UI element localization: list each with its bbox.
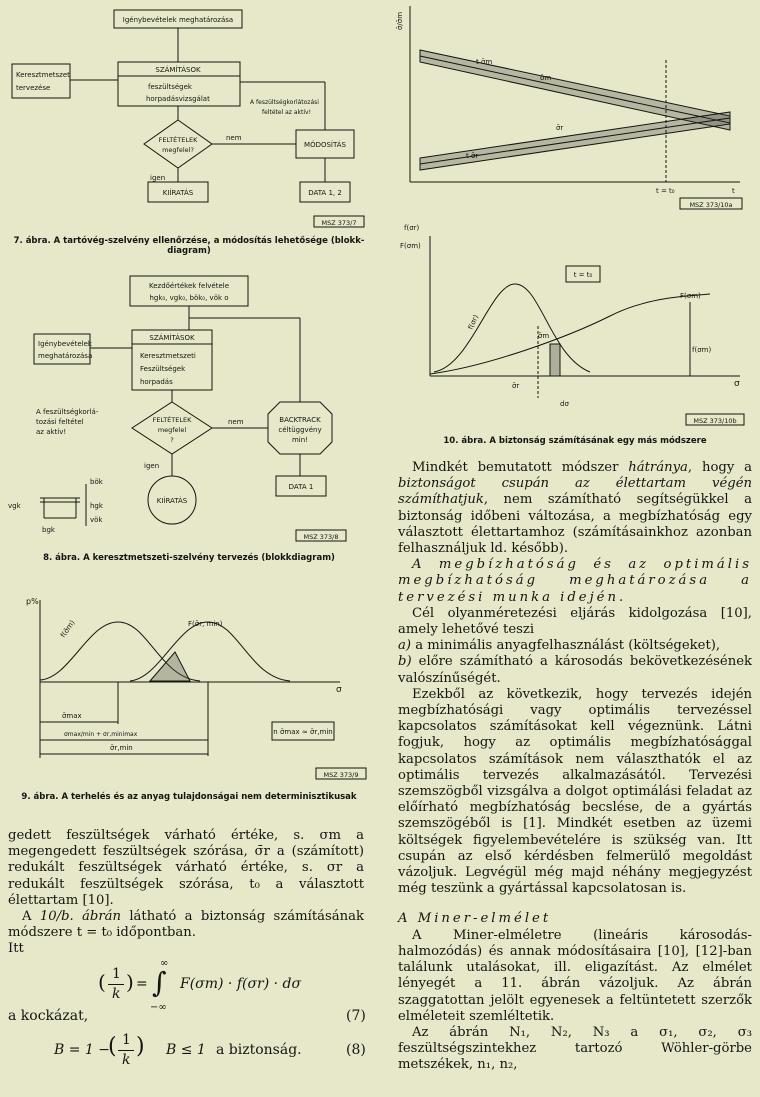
svg-text:Keresztmetszet: Keresztmetszet xyxy=(16,71,70,79)
svg-text:f(σm): f(σm) xyxy=(692,346,712,354)
right-paragraph-1: Mindkét bemutatott módszer hátránya, hogy a biztonságot csupán az élettartam végén számíthatjuk, nem számítható segítségükkel a biztonság időbeni változása, a megbízhatóság egy választott élettartamhoz (számításainkhoz azonban felhasználjuk ld. később). xyxy=(398,460,753,557)
right-paragraph-2: Cél olyanméretezési eljárás kidolgozása [10], amely lehetővé teszi xyxy=(398,605,752,638)
fig10-caption: 10. ábra. A biztonság számításának egy más módszere xyxy=(443,436,707,446)
svg-text:F(σm): F(σm) xyxy=(680,292,701,300)
svg-text:bök: bök xyxy=(90,478,103,486)
svg-text:igen: igen xyxy=(144,462,160,470)
svg-text:az aktív!: az aktív! xyxy=(36,428,67,436)
slice-hatch xyxy=(550,344,560,376)
svg-text:feltétel az aktív!: feltétel az aktív! xyxy=(262,109,311,116)
svg-text:DATA 1, 2: DATA 1, 2 xyxy=(308,189,342,197)
right-paragraph-6: A Miner-elméletre (lineáris károsodás-halmozódás) és annak módosításaira [10], [12]-ban találunk utalásokat, ill. eligazítást. Az elmélet lényegét a 11. ábrán vázoljuk. Az ábrán szaggatottan jelölt egyenesek a feltüntetett szerzők elméleteit szemléltetik. xyxy=(398,927,752,1024)
svg-text:σmax/min + σr,minimax: σmax/min + σr,minimax xyxy=(64,731,138,738)
svg-text:nem: nem xyxy=(226,134,242,142)
svg-text:SZÁMÍTÁSOK: SZÁMÍTÁSOK xyxy=(155,66,201,74)
svg-text:hgk: hgk xyxy=(90,502,103,510)
svg-text:Feszültségek: Feszültségek xyxy=(140,365,186,373)
fig7-caption: 7. ábra. A tartóvég-szelvény ellenőrzése, a módosítás lehetősége (blokk-diagram) xyxy=(13,236,365,256)
svg-text:σ̄m: σ̄m xyxy=(538,332,550,340)
overlap-hatch xyxy=(150,652,190,681)
fig9-caption: 9. ábra. A terhelés és az anyag tulajdonságai nem determinisztikusak xyxy=(21,792,357,802)
figure-10a xyxy=(390,0,760,214)
left-column-text xyxy=(8,828,364,958)
figure-9 xyxy=(0,582,380,792)
right-item-a: a) a minimális anyagfelhasználást (költségeket), xyxy=(398,638,721,654)
svg-text:t = t₀: t = t₀ xyxy=(573,271,593,279)
right-paragraph-7: Az ábrán N₁, N₂, N₃ a σ₁, σ₂, σ₃ feszültségszintekhez tartozó Wöhler-görbe metszékek, n₁, n₂, xyxy=(398,1024,752,1073)
equation-7: ( 1 k ) = ∞ ∫ −∞ F(σm) · f(σr) · dσ xyxy=(98,958,302,1013)
left-paragraph-2: A 10/b. ábrán látható a biztonság számításának módszere t = t₀ időpontban. xyxy=(8,909,365,941)
svg-text:meghatározása: meghatározása xyxy=(38,352,93,360)
right-heading-2: A Miner-elmélet xyxy=(398,911,552,927)
svg-text:SZÁMÍTÁSOK: SZÁMÍTÁSOK xyxy=(149,334,195,342)
svg-text:f(σr): f(σr) xyxy=(466,313,481,331)
right-column-text xyxy=(398,460,752,1074)
svg-text:Kezdőértékek felvétele: Kezdőértékek felvétele xyxy=(148,282,230,290)
svg-text:hgk₀, vgk₀, bök₀, vök o: hgk₀, vgk₀, bök₀, vök o xyxy=(149,294,229,302)
svg-text:FELTÉTELEK: FELTÉTELEK xyxy=(152,416,192,424)
svg-text:σ̄m: σ̄m xyxy=(540,74,552,82)
svg-text:?: ? xyxy=(170,436,174,444)
svg-text:horpadás: horpadás xyxy=(140,378,173,386)
curve-f xyxy=(434,284,590,372)
box-keresztmetszet xyxy=(12,64,70,98)
svg-text:nem: nem xyxy=(228,418,244,426)
svg-text:MSZ 373/10b: MSZ 373/10b xyxy=(693,417,737,425)
figure-7 xyxy=(0,0,380,260)
svg-text:t = t₀: t = t₀ xyxy=(656,187,675,195)
svg-text:σ̄r,min: σ̄r,min xyxy=(110,744,133,752)
svg-text:F(σm): F(σm) xyxy=(400,242,421,250)
svg-text:horpadásvizsgálat: horpadásvizsgálat xyxy=(146,95,210,103)
svg-text:F(σ̄r, min): F(σ̄r, min) xyxy=(188,620,223,628)
svg-text:A feszültségkorlátozási: A feszültségkorlátozási xyxy=(250,99,319,106)
left-paragraph-1: gedett feszültségek várható értéke, s. σm a megengedett feszültségek szórása, σ̄r a (számított) redukált feszültségek várható értéke, s. σr a redukált feszültségek szórása, t₀ a választott élettartam [10]. xyxy=(8,828,364,908)
svg-text:σ: σ xyxy=(734,379,740,389)
svg-text:vök: vök xyxy=(90,516,103,524)
svg-text:KIÍRATÁS: KIÍRATÁS xyxy=(162,189,194,197)
svg-text:f(σr): f(σr) xyxy=(404,224,420,232)
svg-text:bgk: bgk xyxy=(42,526,55,534)
cross-section-sketch xyxy=(40,484,86,526)
svg-text:t σ̄r: t σ̄r xyxy=(466,152,479,160)
svg-text:MSZ 373/7: MSZ 373/7 xyxy=(321,219,357,227)
svg-text:céltüggvény: céltüggvény xyxy=(278,426,322,434)
svg-text:A feszültségkorlá-: A feszültségkorlá- xyxy=(36,408,99,416)
svg-text:tozási feltétel: tozási feltétel xyxy=(36,418,84,426)
svg-text:σ̄r: σ̄r xyxy=(512,382,520,390)
svg-text:megfelel: megfelel xyxy=(157,426,187,434)
fig8-caption: 8. ábra. A keresztmetszeti-szelvény tervezés (blokkdiagram) xyxy=(43,553,335,563)
svg-text:σ: σ xyxy=(336,685,342,695)
curve-F xyxy=(430,294,710,374)
svg-text:MSZ 373/9: MSZ 373/9 xyxy=(323,771,359,779)
svg-text:MSZ 373/8: MSZ 373/8 xyxy=(303,533,339,541)
svg-text:vgk: vgk xyxy=(8,502,21,510)
svg-text:p%: p% xyxy=(26,597,39,606)
svg-text:n σ̄max ≈ σ̄r,min: n σ̄max ≈ σ̄r,min xyxy=(273,728,333,736)
right-heading-1: A megbízhatóság és az optimális megbízhatóság meghatározása a tervezési munka idején. xyxy=(398,557,752,605)
svg-text:dσ: dσ xyxy=(560,400,569,408)
svg-text:t σ̄m: t σ̄m xyxy=(476,58,493,66)
svg-text:Keresztmetszeti: Keresztmetszeti xyxy=(140,352,196,360)
svg-text:KIÍRATÁS: KIÍRATÁS xyxy=(156,497,188,505)
svg-text:f(σ̄m): f(σ̄m) xyxy=(59,618,77,640)
box-igenybevetel-text: Igénybevételek meghatározása xyxy=(122,16,234,24)
svg-text:σ̄max: σ̄max xyxy=(62,712,82,720)
right-paragraph-5: Ezekből az következik, hogy tervezés idején megbízhatósági vagy optimális tervezéssel kapcsolatos számításokat kell végeznünk. Látni fogjuk, hogy az optimális megbízhatósággal kapcsolatos számítások nem választhatók el az optimális tervezés alkalmazásától. Tervezési szemszögből vizsgálva a dolgot optimálási feladat az előírható megbízhatóság becslése, de a gyártás szemszögéből is [1]. Mindkét esetben az üzemi költségek figyelembevételére is szükség van. Itt csupán az első kérdésben felmerülő megoldást vázoljuk. Legvégül még majd néhány megjegyzést még teszünk a gyártással kapcsolatosan is. xyxy=(398,686,752,897)
svg-text:MÓDOSÍTÁS: MÓDOSÍTÁS xyxy=(304,141,346,149)
svg-text:BACKTRACK: BACKTRACK xyxy=(279,416,321,424)
equation-8: B = 1 − ( 1 k ) B ≤ 1 a biztonság. (8) xyxy=(54,1032,366,1068)
svg-text:Igénybevételek: Igénybevételek xyxy=(38,340,92,348)
svg-text:feszültségek: feszültségek xyxy=(148,83,192,91)
svg-text:igen: igen xyxy=(150,174,166,182)
figure-10b xyxy=(390,216,760,452)
right-item-b: b) előre számítható a károsodás bekövetkezésének valószínűségét. xyxy=(398,654,752,686)
kockazat-label: a kockázat, xyxy=(8,1008,89,1024)
diamond-feltetelek xyxy=(144,120,212,168)
svg-text:σ̄r: σ̄r xyxy=(556,124,564,132)
svg-text:t: t xyxy=(732,187,735,195)
svg-text:tervezése: tervezése xyxy=(16,84,51,92)
svg-text:min!: min! xyxy=(291,436,309,444)
svg-text:FELTÉTELEK: FELTÉTELEK xyxy=(158,136,198,144)
curve-strength xyxy=(130,622,290,681)
itt-label: Itt xyxy=(8,941,24,957)
svg-text:σ̄/σ̄m: σ̄/σ̄m xyxy=(396,11,404,30)
figure-8 xyxy=(0,262,380,570)
svg-text:megfelel?: megfelel? xyxy=(162,146,194,154)
eq7-number: (7) xyxy=(346,1008,366,1024)
svg-text:DATA 1: DATA 1 xyxy=(288,483,314,491)
svg-text:MSZ 373/10a: MSZ 373/10a xyxy=(689,201,733,209)
